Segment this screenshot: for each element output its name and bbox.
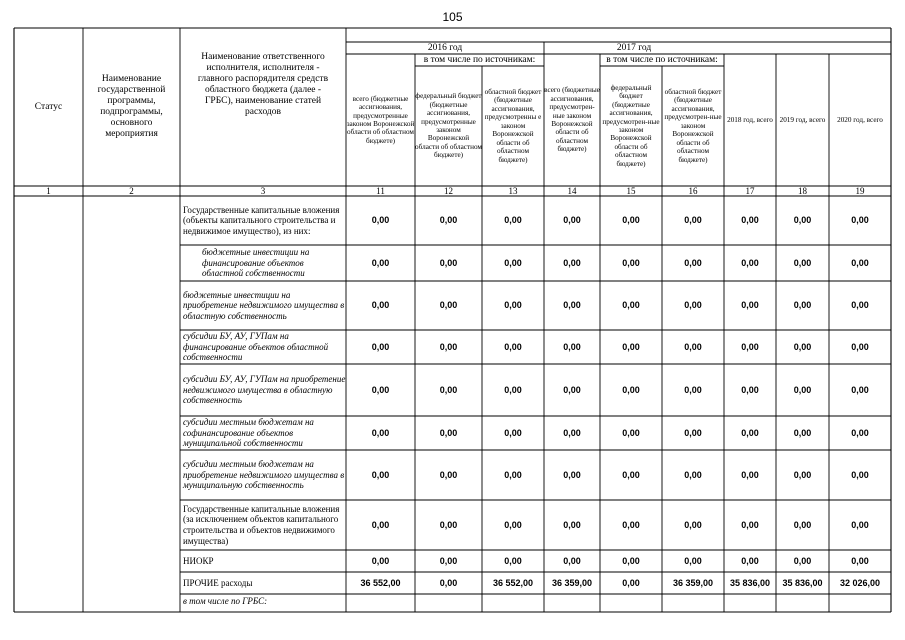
- table-cell-value: 0,00: [741, 341, 759, 352]
- table-cell-value: 0,00: [563, 469, 581, 480]
- header-regional-2017: областной бюджет (бюджетные ассигнования, предусмотрен-ные законом Воронежской области об областном бюджете): [664, 87, 722, 164]
- column-number: 18: [798, 186, 807, 196]
- header-year-2017: 2017 год: [616, 42, 652, 53]
- table-cell-value: 0,00: [684, 257, 702, 268]
- page-number: 105: [442, 10, 463, 24]
- header-regional-2016: областной бюджет (бюджетные ассигнования, предусмотренны е законом Воронежской области об областном бюджете): [484, 87, 542, 164]
- table-cell-value: 0,00: [622, 384, 640, 395]
- table-cell-value: 0,00: [793, 519, 812, 530]
- row-label: субсидии местным бюджетам на софинансирование объектов муниципальной собственности: [183, 417, 314, 449]
- table-cell-value: 0,00: [439, 341, 458, 352]
- table-cell-value: 0,00: [563, 300, 581, 311]
- table-cell-value: 0,00: [439, 257, 458, 268]
- table-cell-value: [724, 594, 776, 612]
- column-number: 15: [626, 186, 636, 196]
- table-cell-value: 0,00: [684, 519, 702, 530]
- table-cell-value: 0,00: [793, 341, 812, 352]
- table-cell-value: [776, 594, 829, 612]
- table-cell-value: 0,00: [439, 215, 458, 226]
- table-cell-value: 0,00: [622, 577, 640, 588]
- table-cell-value: 0,00: [741, 427, 759, 438]
- column-number: 16: [688, 186, 698, 196]
- table-cell-value: 0,00: [684, 341, 702, 352]
- table-cell-value: 0,00: [793, 469, 812, 480]
- table-cell-value: 0,00: [851, 555, 869, 566]
- table-cell-value: 0,00: [741, 555, 759, 566]
- table-cell-value: 0,00: [439, 427, 458, 438]
- table-cell-value: 0,00: [741, 384, 759, 395]
- table-cell-value: 0,00: [504, 555, 522, 566]
- table-cell-value: 0,00: [851, 427, 869, 438]
- table-cell-value: 0,00: [504, 341, 522, 352]
- table-cell-value: 0,00: [622, 341, 640, 352]
- table-cell-value: 0,00: [371, 384, 390, 395]
- table-cell-value: 0,00: [371, 555, 390, 566]
- table-cell-value: 0,00: [793, 215, 812, 226]
- table-cell-value: 0,00: [741, 257, 759, 268]
- header-year-2016: 2016 год: [427, 42, 463, 53]
- table-cell-value: 0,00: [439, 519, 458, 530]
- table-cell-value: 0,00: [504, 469, 522, 480]
- header-program-name: Наименование государственной программы, подпрограммы, основного мероприятия: [97, 74, 166, 139]
- header-federal-2017: федеральный бюджет (бюджетные ассигнования, предусмотрен-ные законом Воронежской области об областном бюджете): [602, 83, 660, 168]
- table-cell-value: 0,00: [684, 384, 702, 395]
- column-number: 2: [129, 186, 134, 196]
- header-2020: 2020 год, всего: [837, 115, 883, 124]
- table-cell-value: 0,00: [684, 469, 702, 480]
- row-label: субсидии БУ, АУ, ГУПам на финансирование объектов областной собственности: [183, 331, 329, 363]
- table-cell-value: 35 836,00: [729, 577, 771, 588]
- table-cell-value: 0,00: [851, 257, 869, 268]
- header-executor-name: Наименование ответственного исполнителя, исполнителя - главного распорядителя средств областного бюджета (далее - ГРБС), наименование статей расходов: [197, 52, 329, 117]
- table-cell-value: 0,00: [684, 555, 702, 566]
- column-number: 11: [376, 186, 385, 196]
- column-number: 14: [567, 186, 577, 196]
- table-cell-value: 0,00: [793, 257, 812, 268]
- header-status: Статус: [34, 101, 63, 112]
- table-cell-value: [829, 594, 891, 612]
- table-cell-value: 0,00: [504, 300, 522, 311]
- table-cell-value: 0,00: [622, 519, 640, 530]
- table-cell-value: 0,00: [851, 215, 869, 226]
- table-cell-value: 0,00: [851, 300, 869, 311]
- table-cell-value: 36 359,00: [672, 577, 714, 588]
- table-cell-value: 0,00: [439, 555, 458, 566]
- column-number: 1: [46, 186, 51, 196]
- table-cell-value: 0,00: [504, 257, 522, 268]
- table-cell-value: 0,00: [851, 519, 869, 530]
- table-cell-value: 0,00: [371, 519, 390, 530]
- table-cell-value: 0,00: [851, 469, 869, 480]
- table-cell-value: 0,00: [563, 519, 581, 530]
- table-cell-value: 0,00: [741, 519, 759, 530]
- table-cell-value: 0,00: [793, 427, 812, 438]
- table-cell-value: 0,00: [684, 215, 702, 226]
- table-cell-value: [662, 594, 724, 612]
- table-cell-value: 0,00: [439, 300, 458, 311]
- table-cell-value: 0,00: [504, 519, 522, 530]
- table-cell-value: 0,00: [793, 300, 812, 311]
- table-cell-value: 0,00: [371, 469, 390, 480]
- table-cell-value: 0,00: [563, 257, 581, 268]
- column-number: 19: [855, 186, 865, 196]
- table-cell-value: 0,00: [504, 384, 522, 395]
- header-total-2017: всего (бюджетные ассигнования, предусмотрен-ные законом Воронежской области об областном бюджете): [544, 86, 600, 154]
- table-cell-value: 0,00: [371, 257, 390, 268]
- table-cell-value: 32 026,00: [839, 577, 881, 588]
- header-federal-2016: федеральный бюджет (бюджетные ассигнования, предусмотренные законом Воронежской области об областном бюджете): [415, 92, 482, 160]
- table-cell-value: 0,00: [504, 427, 522, 438]
- row-label: Государственные капитальные вложения (объекты капитального строительства и недвижимое имущество), из них:: [183, 204, 340, 236]
- table-cell-value: 0,00: [622, 555, 640, 566]
- table-cell-value: 0,00: [439, 469, 458, 480]
- table-cell-value: 0,00: [563, 555, 581, 566]
- row-label: ПРОЧИЕ расходы: [183, 577, 253, 588]
- row-label: субсидии местным бюджетам на приобретение недвижимого имущества в муниципальную собственность: [183, 459, 345, 491]
- table-cell-value: 0,00: [741, 300, 759, 311]
- table-cell-value: 36 359,00: [551, 577, 593, 588]
- row-label: НИОКР: [183, 555, 214, 566]
- table-cell-value: 0,00: [371, 215, 390, 226]
- table-cell-value: 0,00: [439, 577, 458, 588]
- table-cell-value: 0,00: [563, 215, 581, 226]
- column-number: 17: [745, 186, 755, 196]
- table-cell-value: 35 836,00: [782, 577, 823, 588]
- table-cell-value: 0,00: [622, 257, 640, 268]
- header-total-2016: всего (бюджетные ассигнования, предусмотренные законом Воронежской области об областном бюджете): [346, 94, 415, 145]
- table-cell-value: 0,00: [684, 300, 702, 311]
- header-2019: 2019 год, всего: [779, 115, 826, 124]
- table-cell-value: [600, 594, 662, 612]
- table-cell-value: 0,00: [622, 427, 640, 438]
- table-cell-value: [482, 594, 544, 612]
- table-cell-value: 0,00: [371, 300, 390, 311]
- table-cell-value: [415, 594, 482, 612]
- header-incl-2017: в том числе по источникам:: [606, 54, 718, 65]
- row-label: субсидии БУ, АУ, ГУПам на приобретение недвижимого имущества в областную собственность: [183, 374, 346, 406]
- header-2018: 2018 год, всего: [727, 115, 773, 124]
- column-number: 13: [508, 186, 518, 196]
- table-cell-value: 0,00: [439, 384, 458, 395]
- table-cell-value: 0,00: [741, 469, 759, 480]
- table-cell-value: 0,00: [563, 341, 581, 352]
- column-number: 12: [444, 186, 453, 196]
- table-cell-value: 0,00: [684, 427, 702, 438]
- table-cell-value: 0,00: [504, 215, 522, 226]
- table-cell-value: 0,00: [793, 384, 812, 395]
- row-label: бюджетные инвестиции на приобретение недвижимого имущества в областную собственность: [183, 289, 345, 321]
- table-cell-value: 0,00: [371, 341, 390, 352]
- table-cell-value: 0,00: [622, 300, 640, 311]
- header-incl-2016: в том числе по источникам:: [423, 54, 536, 65]
- row-label: бюджетные инвестиции на финансирование объектов областной собственности: [202, 247, 310, 279]
- table-cell-value: 0,00: [622, 469, 640, 480]
- row-label: в том числе по ГРБС:: [183, 596, 268, 606]
- table-cell-value: 0,00: [563, 384, 581, 395]
- table-cell-value: 36 552,00: [492, 577, 534, 588]
- column-number: 3: [260, 186, 266, 196]
- table-cell-value: 36 552,00: [360, 577, 401, 588]
- table-cell-value: [544, 594, 600, 612]
- table-cell-value: 0,00: [371, 427, 390, 438]
- table-cell-value: 0,00: [793, 555, 812, 566]
- row-label: Государственные капитальные вложения (за исключением объектов капитального строительства и объектов недвижимого имущества): [183, 503, 340, 546]
- table-cell-value: 0,00: [741, 215, 759, 226]
- table-cell-value: 0,00: [851, 384, 869, 395]
- table-cell-value: 0,00: [563, 427, 581, 438]
- table-cell-value: 0,00: [851, 341, 869, 352]
- table-cell-value: [346, 594, 415, 612]
- table-cell-value: 0,00: [622, 215, 640, 226]
